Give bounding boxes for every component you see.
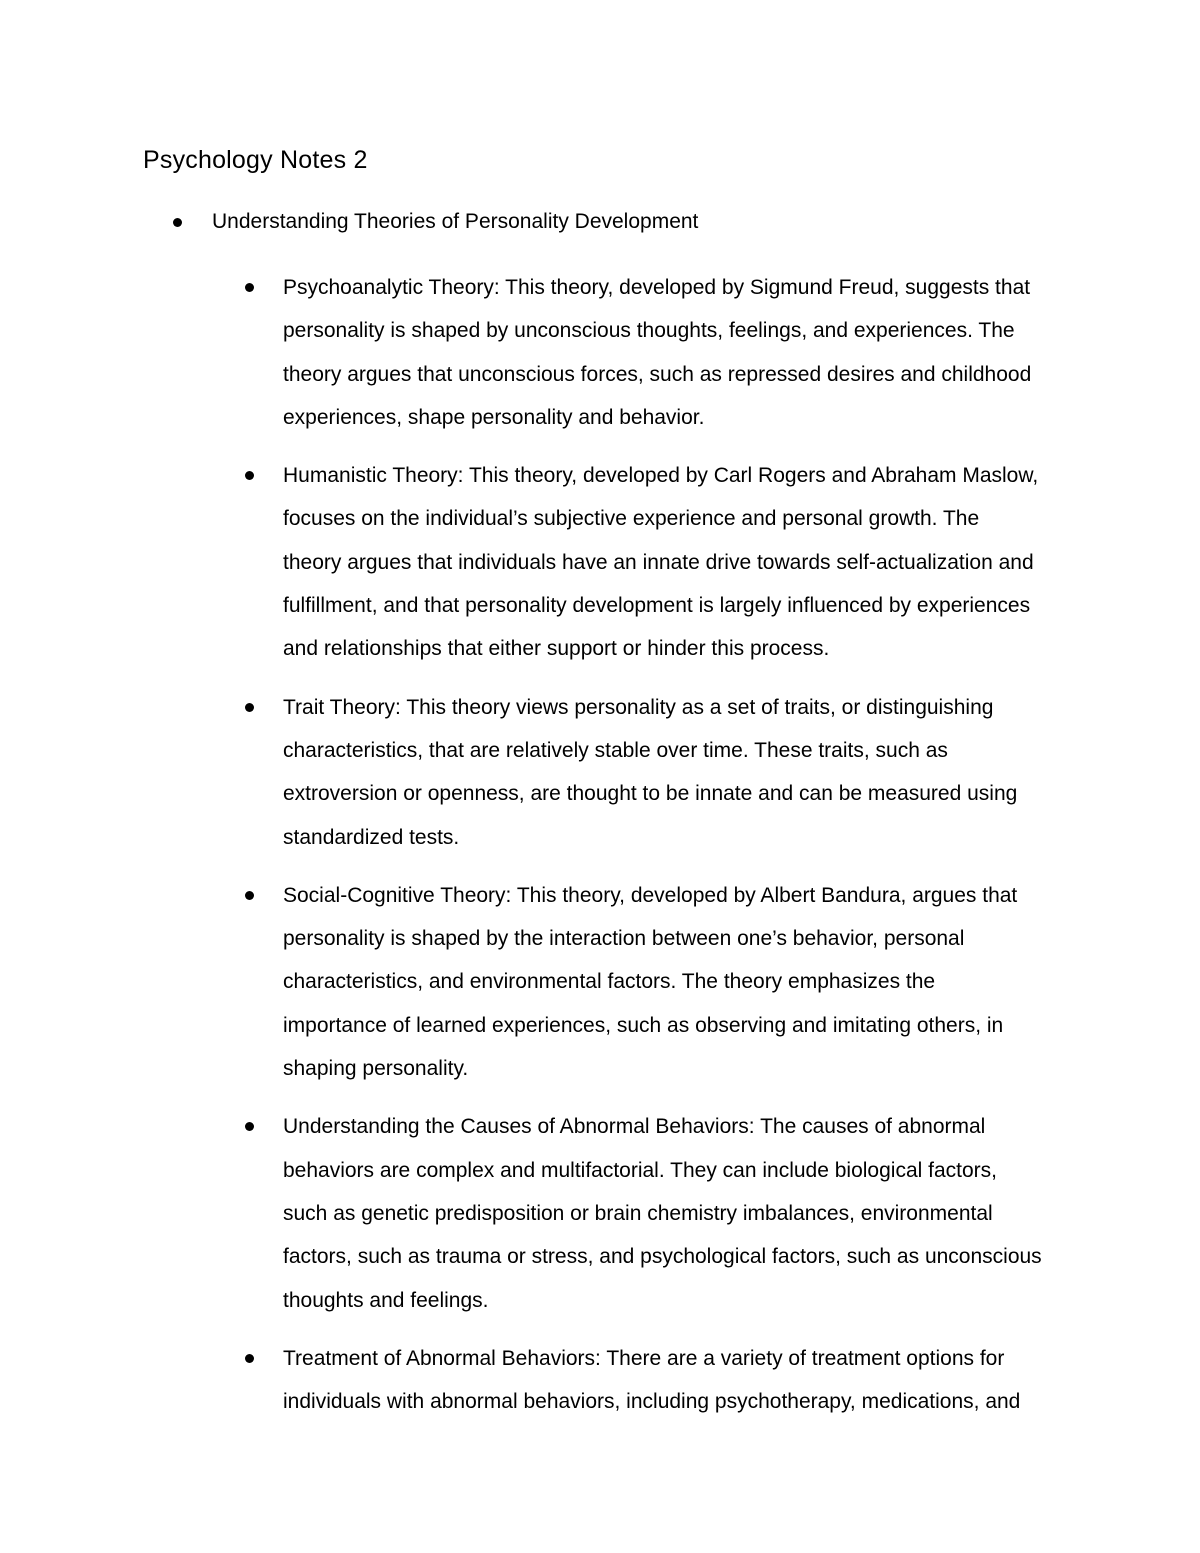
- bullet-icon: [245, 891, 254, 900]
- bullet-icon: [245, 283, 254, 292]
- document-title: Psychology Notes 2: [143, 146, 368, 174]
- bullet-icon: [245, 471, 254, 480]
- list-item-text: Understanding the Causes of Abnormal Behaviors: The causes of abnormal behaviors are complex and multifactorial. They can include biological factors, such as genetic predisposition or brain chemistry imbalances, environmental factors, such as trauma or stress, and psychological factors, such as unconscious thoughts and feelings.: [283, 1115, 1042, 1312]
- list-item-text: Psychoanalytic Theory: This theory, developed by Sigmund Freud, suggests that personality is shaped by unconscious thoughts, feelings, and experiences. The theory argues that unconscious forces, such as repressed desires and childhood experiences, shape personality and behavior.: [283, 276, 1032, 429]
- list-item-text: Social-Cognitive Theory: This theory, developed by Albert Bandura, argues that personality is shaped by the interaction between one’s behavior, personal characteristics, and environmental factors. The theory emphasizes the importance of learned experiences, such as observing and imitating others, in shaping personality.: [283, 883, 1018, 1081]
- list-item: [244, 686, 1074, 859]
- list-item: [244, 874, 1074, 1090]
- bullet-icon: [173, 218, 182, 227]
- list-item: [244, 1105, 1074, 1321]
- list-item: [244, 266, 1074, 439]
- bullet-icon: [245, 1122, 254, 1131]
- list-item: [244, 454, 1074, 670]
- list-item-text: Trait Theory: This theory views personality as a set of traits, or distinguishing characteristics, that are relatively stable over time. These traits, such as extroversion or openness, are thought to be innate and can be measured using standardized tests.: [283, 695, 1018, 849]
- section-heading: Understanding Theories of Personality Development: [212, 210, 699, 233]
- sub-list: [244, 266, 1074, 1438]
- list-item-text: Humanistic Theory: This theory, developed by Carl Rogers and Abraham Maslow, focuses on the individual’s subjective experience and personal growth. The theory argues that individuals have an innate drive towards self-actualization and fulfillment, and that personality development is largely influenced by experiences and relationships that either support or hinder this process.: [283, 464, 1039, 661]
- bullet-icon: [245, 1354, 254, 1363]
- list-item: [244, 1337, 1074, 1424]
- list-item-text: Treatment of Abnormal Behaviors: There are a variety of treatment options for individuals with abnormal behaviors, including psychotherapy, medications, and: [283, 1346, 1021, 1414]
- bullet-icon: [245, 703, 254, 712]
